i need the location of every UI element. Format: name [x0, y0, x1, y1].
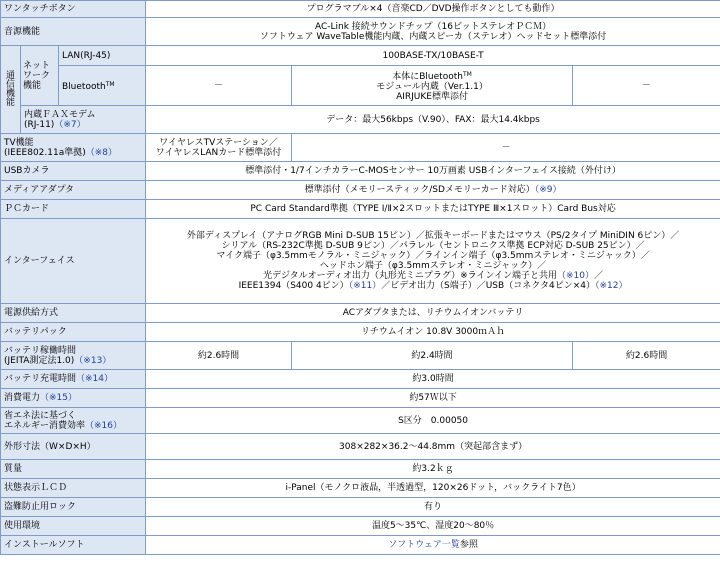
row-efficiency	[1, 408, 720, 434]
row-tv	[1, 134, 720, 162]
label-fax: 内蔵ＦＡＸモデム (RJ-11)（※7）	[21, 106, 146, 134]
label-power: 電源供給方式	[1, 304, 146, 323]
value-environment: 温度5～35℃、湿度20～80％	[146, 517, 720, 536]
value-bluetooth-model-3: －	[573, 66, 720, 106]
row-media	[1, 181, 720, 200]
row-dimensions	[1, 434, 720, 460]
value-onetouch: プログラマブル×4（音楽CD／DVD操作ボタンとしても動作）	[146, 1, 720, 18]
row-fax	[1, 106, 720, 134]
value-lock: 有り	[146, 498, 720, 517]
footnote-ref-11: （※11）	[348, 281, 382, 291]
value-weight: 約3.2ｋｇ	[146, 460, 720, 479]
footnote-ref-8: （※8）	[85, 147, 118, 158]
label-lcd: 状態表示ＬＣＤ	[1, 479, 146, 498]
value-consumption: 約57Ｗ以下	[146, 389, 720, 408]
footnote-ref-10: （※10）	[556, 271, 594, 281]
label-dimensions: 外形寸法（W×D×H）	[1, 434, 146, 460]
label-charge: バッテリ充電時間（※14）	[1, 370, 146, 389]
value-battery-time-1: 約2.6時間	[146, 342, 292, 370]
value-install	[146, 536, 720, 555]
value-sound	[146, 18, 720, 46]
label-bluetooth: Bluetooth™	[59, 66, 146, 106]
row-power	[1, 304, 720, 323]
label-battery: バッテリパック	[1, 323, 146, 342]
row-weight	[1, 460, 720, 479]
value-tv-others: －	[292, 134, 720, 162]
label-consumption: 消費電力（※15）	[1, 389, 146, 408]
label-media: メディアアダプタ	[1, 181, 146, 200]
value-lcd: i-Panel（モノクロ液晶，半透過型，120×26ドット，バックライト7色）	[146, 479, 720, 498]
label-lan: LAN(RJ-45)	[59, 46, 146, 66]
footnote-ref-14: （※14）	[76, 374, 114, 384]
label-efficiency: 省エネ法に基づく エネルギー消費効率（※16）	[1, 408, 146, 434]
footnote-ref-16: （※16）	[85, 420, 123, 431]
value-battery-time-2: 約2.4時間	[292, 342, 573, 370]
install-tail-text: 参照	[459, 540, 478, 550]
value-lan: 100BASE-TX/10BASE-T	[146, 46, 720, 66]
row-usbcam	[1, 162, 720, 181]
footnote-ref-7: （※7）	[54, 119, 86, 130]
row-sound	[1, 18, 720, 46]
value-media: 標準添付（メモリースティック/SDメモリーカード対応）（※9）	[146, 181, 720, 200]
sound-line-2: ソフトウェア WaveTable機能内蔵、内蔵スピーカ（ステレオ）ヘッドセット標準添付	[259, 31, 607, 42]
label-comm-group	[1, 46, 21, 134]
label-interface: インターフェイス	[1, 219, 146, 304]
bluetooth-line-2: モジュール内蔵（Ver.1.1）	[376, 81, 488, 92]
label-lock: 盗難防止用ロック	[1, 498, 146, 517]
row-consumption	[1, 389, 720, 408]
software-list-link[interactable]: ソフトウェア一覧	[388, 540, 460, 550]
label-weight: 質量	[1, 460, 146, 479]
label-usbcam: USBカメラ	[1, 162, 146, 181]
value-pccard: PC Card Standard準拠（TYPE Ⅰ/Ⅱ×2スロットまたはTYPE Ⅲ×1スロット）Card Bus対応	[146, 200, 720, 219]
row-onetouch	[1, 1, 720, 18]
value-battery: リチウムイオン 10.8V 3000ｍＡｈ	[146, 323, 720, 342]
row-pccard	[1, 200, 720, 219]
label-tv: TV機能 (IEEE802.11a準拠)（※8）	[1, 134, 146, 162]
value-usbcam: 標準添付・1/7インチカラーC-MOSセンサー 10万画素 USBインターフェイス接続（外付け）	[146, 162, 720, 181]
bluetooth-line-1: 本体にBluetooth™	[392, 70, 472, 82]
footnote-ref-15: （※15）	[40, 393, 78, 403]
row-battery-time	[1, 342, 720, 370]
footnote-ref-9: （※9）	[534, 185, 562, 195]
value-battery-time-3: 約2.6時間	[573, 342, 720, 370]
label-environment: 使用環境	[1, 517, 146, 536]
row-charge	[1, 370, 720, 389]
label-onetouch: ワンタッチボタン	[1, 1, 146, 18]
row-lock	[1, 498, 720, 517]
value-bluetooth-model-2	[292, 66, 573, 106]
label-network-group	[21, 46, 59, 106]
value-power: ACアダプタまたは、リチウムイオンバッテリ	[146, 304, 720, 323]
network-group-text: ネットワーク機能	[23, 60, 51, 91]
row-bluetooth	[1, 66, 720, 106]
bluetooth-line-3: AIRJUKE標準添付	[396, 91, 468, 102]
row-interface	[1, 219, 720, 304]
value-dimensions: 308×282×36.2～44.8mm（突起部含まず）	[146, 434, 720, 460]
value-interface: 外部ディスプレイ（アナログRGB Mini D-SUB 15ピン）／拡張キーボードまたはマウス（PS/2タイプ MiniDIN 6ピン）／ シリアル（RS-232C準拠 D-SUB 9ピン）／パラレル（セントロニクス準拠 ECP対応 D-SUB 25ピン）／ マイク端子（φ3.5mmモノラル・ミニジャック）／ラインイン端子（φ3.5mmステレオ・ミニジャック）／ ヘッドホン端子（φ3.5mmステレオ・ミニジャック）／ 光デジタルオーディオ出力（丸形光ミニプラグ）※ラインイン端子と共用（※10）／ IEEE1394（S400 4ピン）（※11）／ビデオ出力（S端子）／USB（コネクタ4ピン×4）（※12）	[146, 219, 720, 304]
value-tv-model-1: ワイヤレスTVステーション／ ワイヤレスLANカード標準添付	[146, 134, 292, 162]
label-install: インストールソフト	[1, 536, 146, 555]
sound-line-1: AC-Link 接続サウンドチップ（16ビットステレオＰＣＭ）	[314, 21, 552, 32]
value-efficiency: S区分 0.00050	[146, 408, 720, 434]
value-bluetooth-model-1: －	[146, 66, 292, 106]
label-pccard: ＰＣカード	[1, 200, 146, 219]
value-fax: データ：最大56kbps（V.90）、FAX：最大14.4kbps	[146, 106, 720, 134]
row-install	[1, 536, 720, 555]
label-sound: 音源機能	[1, 18, 146, 46]
footnote-ref-12: （※12）	[595, 281, 628, 291]
row-environment	[1, 517, 720, 536]
row-lcd	[1, 479, 720, 498]
label-battery-time: バッテリ稼働時間 (JEITA測定法1.0)（※13）	[1, 342, 146, 370]
value-charge: 約3.0時間	[146, 370, 720, 389]
row-battery	[1, 323, 720, 342]
row-lan	[1, 46, 720, 66]
footnote-ref-13: （※13）	[74, 355, 112, 366]
comm-group-text: 通 信 機 能	[5, 70, 15, 108]
